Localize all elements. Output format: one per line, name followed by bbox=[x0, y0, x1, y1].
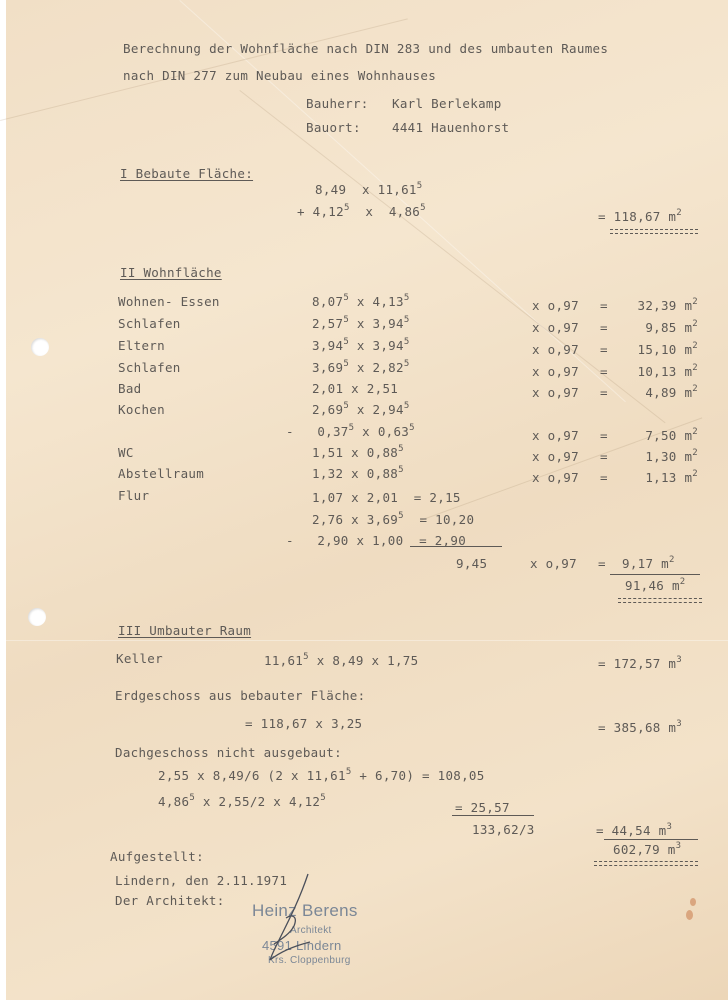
dg-line-2-value: = 25,57 bbox=[455, 800, 510, 815]
dg-sum: 133,62/3 bbox=[472, 822, 535, 837]
room-factor: x o,97 bbox=[532, 298, 579, 313]
room-eq: = bbox=[600, 428, 608, 443]
bauort-value: 4441 Hauenhorst bbox=[392, 120, 510, 135]
room-dimensions: 1,32 x 0,88$^5$ bbox=[312, 465, 404, 481]
room-eq: = bbox=[600, 449, 608, 464]
room-result: 10,13 $m^2$ bbox=[637, 363, 698, 379]
sum-rule bbox=[604, 839, 698, 840]
room-factor: x o,97 bbox=[532, 385, 579, 400]
room-eq: = bbox=[600, 470, 608, 485]
room-label: Schlafen bbox=[118, 316, 181, 331]
room-factor: x o,97 bbox=[532, 470, 579, 485]
room-label: Eltern bbox=[118, 338, 165, 353]
room-factor: x o,97 bbox=[532, 428, 579, 443]
stain bbox=[690, 898, 696, 906]
room-factor: x o,97 bbox=[532, 320, 579, 335]
dg-line-2: 4,86$^5$ x 2,55/2 x 4,12$^5$ bbox=[158, 793, 326, 809]
flur-result: 9,17 $m^2$ bbox=[622, 555, 675, 571]
paper-fold-line bbox=[0, 640, 728, 641]
section-3-title: III Umbauter Raum bbox=[118, 623, 252, 638]
flur-line: 1,07 x 2,01 = 2,15 bbox=[312, 490, 461, 505]
flur-factor: x o,97 bbox=[530, 556, 577, 571]
room-result: 32,39 $m^2$ bbox=[637, 297, 698, 313]
room-result: 4,89 $m^2$ bbox=[645, 384, 698, 400]
header-line-2: nach DIN 277 zum Neubau eines Wohnhauses bbox=[123, 68, 437, 83]
sum-rule bbox=[452, 815, 534, 816]
place-date: Lindern, den 2.11.1971 bbox=[115, 873, 288, 888]
stamp-town: 4591 Lindern bbox=[262, 938, 342, 953]
dg-label: Dachgeschoss nicht ausgebaut: bbox=[115, 745, 342, 760]
flur-sum: 9,45 bbox=[456, 556, 488, 571]
room-result: 1,30 $m^2$ bbox=[645, 448, 698, 464]
room-result: 1,13 $m^2$ bbox=[645, 469, 698, 485]
paper-edge bbox=[0, 0, 6, 1000]
stamp-region: Krs. Cloppenburg bbox=[268, 955, 351, 966]
room-dimensions: 8,07$^5$ x 4,13$^5$ bbox=[312, 293, 410, 309]
room-factor: x o,97 bbox=[532, 364, 579, 379]
flur-label: Flur bbox=[118, 488, 150, 503]
section-1-title: I Bebaute Fläche: bbox=[120, 166, 254, 181]
bauort-label: Bauort: bbox=[306, 120, 361, 135]
flur-line: 2,76 x 3,69$^5$ = 10,20 bbox=[312, 511, 475, 527]
room-label: Schlafen bbox=[118, 360, 181, 375]
flur-eq: = bbox=[598, 556, 606, 571]
room-label: WC bbox=[118, 445, 134, 460]
room-factor: x o,97 bbox=[532, 342, 579, 357]
room-eq: = bbox=[600, 342, 608, 357]
flur-line: - 2,90 x 1,00 = 2,90 bbox=[286, 533, 467, 548]
aufgestellt-label: Aufgestellt: bbox=[110, 849, 204, 864]
keller-calc: 11,61$^5$ x 8,49 x 1,75 bbox=[264, 652, 419, 668]
room-dimensions: 3,94$^5$ x 3,94$^5$ bbox=[312, 337, 410, 353]
section-2-title: II Wohnfläche bbox=[120, 265, 222, 280]
room-label: Bad bbox=[118, 381, 142, 396]
room-dimensions: - 0,37$^5$ x 0,63$^5$ bbox=[286, 423, 415, 439]
room-label: Kochen bbox=[118, 402, 165, 417]
room-factor: x o,97 bbox=[532, 449, 579, 464]
eg-result: = 385,68 $m^3$ bbox=[598, 719, 682, 735]
section-1-result: = 118,67 $m^2$ bbox=[598, 208, 682, 224]
keller-label: Keller bbox=[116, 651, 163, 666]
room-dimensions: 2,69$^5$ x 2,94$^5$ bbox=[312, 401, 410, 417]
stain bbox=[686, 910, 693, 920]
section-3-total: 602,79 $m^3$ bbox=[613, 841, 682, 857]
punch-hole bbox=[31, 338, 49, 356]
room-eq: = bbox=[600, 385, 608, 400]
punch-hole bbox=[28, 608, 46, 626]
room-label: Wohnen- Essen bbox=[118, 294, 220, 309]
bauherr-value: Karl Berlekamp bbox=[392, 96, 502, 111]
keller-result: = 172,57 $m^3$ bbox=[598, 655, 682, 671]
room-dimensions: 2,57$^5$ x 3,94$^5$ bbox=[312, 315, 410, 331]
double-underline bbox=[594, 861, 698, 866]
sum-rule bbox=[610, 574, 700, 575]
room-label: Abstellraum bbox=[118, 466, 205, 481]
bauherr-label: Bauherr: bbox=[306, 96, 369, 111]
stamp-title: Architekt bbox=[290, 925, 332, 936]
room-result: 9,85 $m^2$ bbox=[645, 319, 698, 335]
stamp-name: Heinz Berens bbox=[252, 901, 358, 920]
room-dimensions: 3,69$^5$ x 2,82$^5$ bbox=[312, 359, 410, 375]
room-result: 15,10 $m^2$ bbox=[637, 341, 698, 357]
dg-result: = 44,54 $m^3$ bbox=[596, 822, 673, 838]
section-1-row-1: 8,49 x 11,61$^5$ bbox=[315, 181, 423, 197]
room-dimensions: 2,01 x 2,51 bbox=[312, 381, 399, 396]
section-1-row-2: + 4,12$^5$ x 4,86$^5$ bbox=[297, 203, 426, 219]
signature-drawing bbox=[250, 868, 330, 968]
eg-calc: = 118,67 x 3,25 bbox=[245, 716, 363, 731]
room-eq: = bbox=[600, 364, 608, 379]
section-2-total: 91,46 $m^2$ bbox=[625, 577, 686, 593]
double-underline bbox=[610, 229, 698, 234]
architect-label: Der Architekt: bbox=[115, 893, 225, 908]
double-underline bbox=[618, 598, 702, 603]
eg-label: Erdgeschoss aus bebauter Fläche: bbox=[115, 688, 366, 703]
header-line-1: Berechnung der Wohnfläche nach DIN 283 und des umbauten Raumes bbox=[123, 41, 609, 56]
room-eq: = bbox=[600, 320, 608, 335]
room-dimensions: 1,51 x 0,88$^5$ bbox=[312, 444, 404, 460]
room-result: 7,50 $m^2$ bbox=[645, 427, 698, 443]
dg-line-1: 2,55 x 8,49/6 (2 x 11,61$^5$ + 6,70) = 108,05 bbox=[158, 767, 485, 783]
room-eq: = bbox=[600, 298, 608, 313]
